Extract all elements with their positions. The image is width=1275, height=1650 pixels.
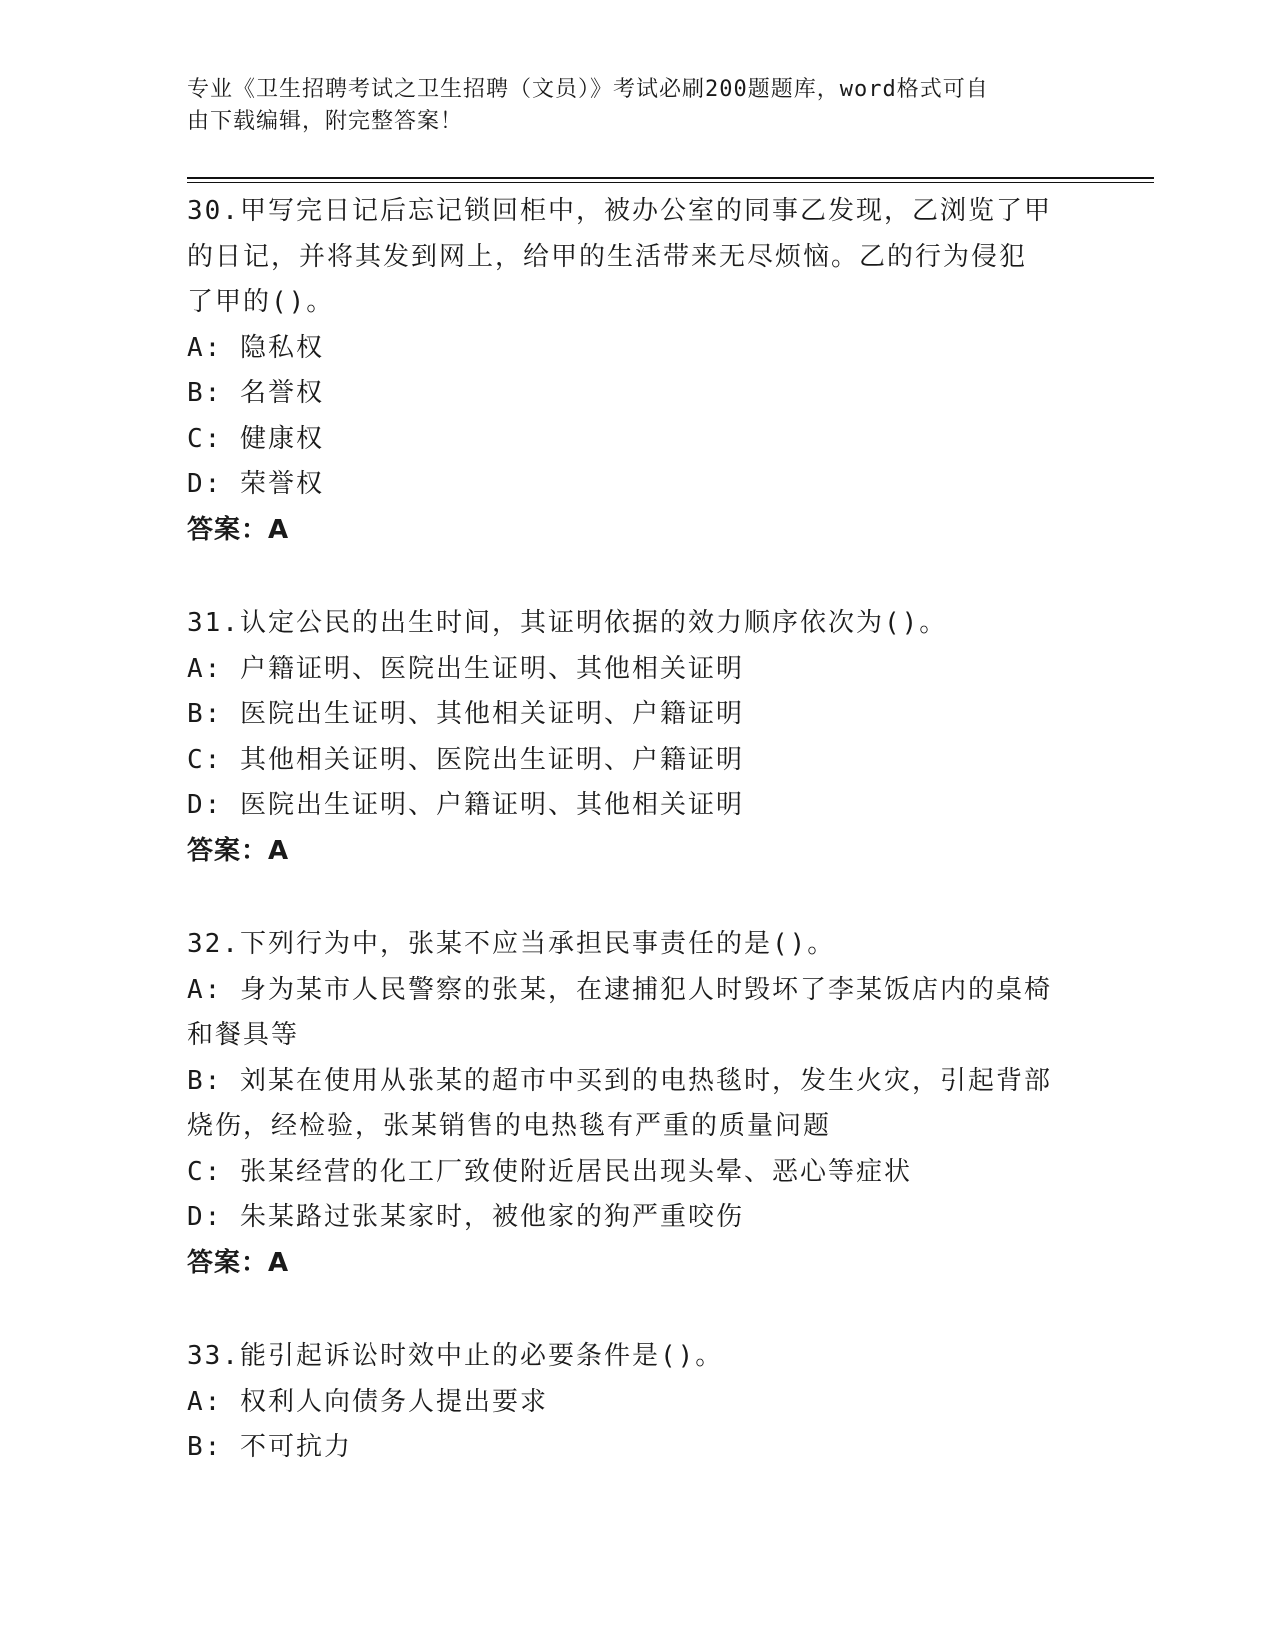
option-b: B: 名誉权: [187, 378, 324, 408]
header-line-1: 专业《卫生招聘考试之卫生招聘（文员）》考试必刷200题题库，word格式可自: [187, 77, 989, 102]
option-d: D: 医院出生证明、户籍证明、其他相关证明: [187, 790, 744, 820]
option-a: A: 户籍证明、医院出生证明、其他相关证明: [187, 653, 744, 684]
header-divider-thick: [187, 177, 1154, 179]
option-c: C: 健康权: [187, 423, 324, 454]
question-33: [187, 1334, 1077, 1471]
question-30: [187, 189, 1077, 553]
option-b: B: 不可抗力: [187, 1432, 352, 1462]
option-a-continued: 和餐具等: [187, 1020, 300, 1050]
option-a: A: 权利人向债务人提出要求: [187, 1386, 548, 1417]
document-header: [187, 74, 1067, 138]
answer: 答案：A: [187, 514, 290, 545]
answer: 答案：A: [187, 1247, 290, 1278]
option-d: D: 荣誉权: [187, 469, 324, 499]
option-b-continued: 烧伤，经检验，张某销售的电热毯有严重的质量问题: [187, 1111, 832, 1141]
option-b: B: 刘某在使用从张某的超市中买到的电热毯时，发生火灾，引起背部: [187, 1065, 1052, 1096]
question-list: [187, 189, 1077, 1471]
option-c: C: 张某经营的化工厂致使附近居民出现头晕、恶心等症状: [187, 1156, 912, 1187]
question-stem-line: 33.能引起诉讼时效中止的必要条件是()。: [187, 1341, 724, 1371]
header-divider-thin: [187, 182, 1154, 183]
question-stem-line: 30.甲写完日记后忘记锁回柜中，被办公室的同事乙发现，乙浏览了甲: [187, 196, 1052, 226]
question-stem-line: 的日记，并将其发到网上，给甲的生活带来无尽烦恼。乙的行为侵犯: [187, 241, 1028, 272]
question-spacer: [187, 1286, 1077, 1334]
header-line-2: 由下载编辑，附完整答案！: [187, 109, 464, 134]
option-a: A: 隐私权: [187, 332, 324, 363]
option-b: B: 医院出生证明、其他相关证明、户籍证明: [187, 699, 744, 729]
question-spacer: [187, 553, 1077, 601]
question-stem-line: 31.认定公民的出生时间，其证明依据的效力顺序依次为()。: [187, 608, 948, 638]
question-stem-line: 了甲的()。: [187, 287, 335, 317]
question-stem-line: 32.下列行为中，张某不应当承担民事责任的是()。: [187, 929, 836, 959]
question-spacer: [187, 874, 1077, 922]
question-31: [187, 601, 1077, 874]
answer: 答案：A: [187, 835, 290, 866]
option-d: D: 朱某路过张某家时，被他家的狗严重咬伤: [187, 1202, 744, 1232]
option-a: A: 身为某市人民警察的张某，在逮捕犯人时毁坏了李某饭店内的桌椅: [187, 974, 1052, 1005]
option-c: C: 其他相关证明、医院出生证明、户籍证明: [187, 744, 744, 775]
question-32: [187, 922, 1077, 1286]
